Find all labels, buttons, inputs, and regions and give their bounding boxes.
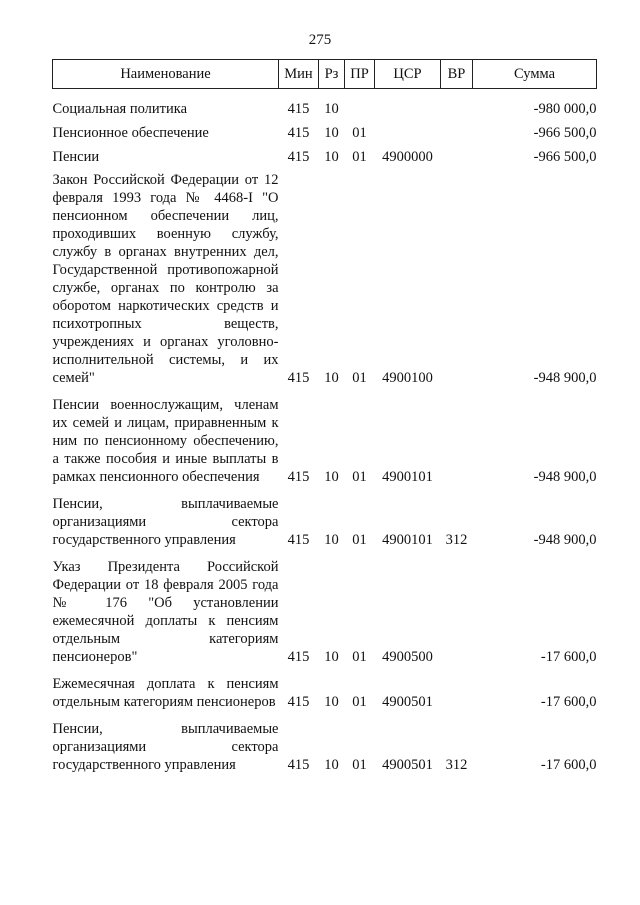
column-header-pr: ПР <box>345 60 375 89</box>
column-header-vr: ВР <box>441 60 473 89</box>
table-row <box>53 720 597 774</box>
row-min: 415 <box>287 370 310 386</box>
row-vr <box>441 558 473 666</box>
row-rz: 10 <box>324 469 339 485</box>
row-csr: 4900101 <box>382 469 433 485</box>
row-csr: 4900101 <box>382 532 433 548</box>
table-row <box>53 118 597 142</box>
row-name: Указ Президента Российской Федерации от 18 февраля 2005 года № 176 "Об установлении ежемесячной доплаты к пенсиям отдельным категориям пенсионеров" <box>52 559 279 665</box>
row-sum: -966 500,0 <box>533 149 597 165</box>
row-vr <box>441 675 473 711</box>
budget-table <box>52 59 597 774</box>
row-vr <box>441 94 473 118</box>
row-name: Пенсии <box>52 149 100 165</box>
row-rz: 10 <box>324 370 339 386</box>
row-csr: 4900000 <box>382 149 433 165</box>
table-row <box>53 396 597 486</box>
row-pr: 01 <box>352 649 367 665</box>
table-row <box>53 171 597 387</box>
row-pr: 01 <box>352 757 367 773</box>
row-vr <box>441 142 473 166</box>
table-row <box>53 558 597 666</box>
row-min: 415 <box>287 469 310 485</box>
row-min: 415 <box>287 149 310 165</box>
row-name: Пенсии военнослужащим, членам их семей и лицам, приравненным к ним по пенсионному обеспечению, а также пособия и иные выплаты в рамках пенсионного обеспечения <box>52 397 279 485</box>
row-vr: 312 <box>445 757 468 773</box>
row-rz: 10 <box>324 125 339 141</box>
row-min: 415 <box>287 532 310 548</box>
page-number: 275 <box>308 32 332 48</box>
row-rz: 10 <box>324 101 339 117</box>
row-sum: -17 600,0 <box>540 649 597 665</box>
row-name: Пенсионное обеспечение <box>52 125 209 141</box>
row-rz: 10 <box>324 694 339 710</box>
row-sum: -948 900,0 <box>533 469 597 485</box>
row-csr <box>375 118 441 142</box>
row-sum: -948 900,0 <box>533 532 597 548</box>
row-rz: 10 <box>324 757 339 773</box>
row-csr: 4900501 <box>382 757 433 773</box>
row-pr: 01 <box>352 370 367 386</box>
row-min: 415 <box>287 101 310 117</box>
row-min: 415 <box>287 649 310 665</box>
row-name: Пенсии, выплачиваемые организациями сектора государственного управления <box>52 721 279 773</box>
row-sum: -966 500,0 <box>533 125 597 141</box>
column-header-min: Мин <box>279 60 319 89</box>
table-row <box>53 495 597 549</box>
row-sum: -980 000,0 <box>533 101 597 117</box>
row-pr: 01 <box>352 125 367 141</box>
row-csr: 4900500 <box>382 649 433 665</box>
row-name: Пенсии, выплачиваемые организациями сектора государственного управления <box>52 496 279 548</box>
row-pr: 01 <box>352 149 367 165</box>
row-min: 415 <box>287 757 310 773</box>
row-csr: 4900100 <box>382 370 433 386</box>
table-row <box>53 675 597 711</box>
row-min: 415 <box>287 125 310 141</box>
row-name: Закон Российской Федерации от 12 февраля 1993 года № 4468-I "О пенсионном обеспечении лиц, проходивших военную службу, службу в органах внутренних дел, Государственной противопожарной службе, органах по контролю за оборотом наркотических средств и психотропных веществ, учреждениях и органах уголовно-исполнительной системы, и их семей" <box>52 172 279 386</box>
column-header-name: Наименование <box>53 60 279 89</box>
column-header-csr: ЦСР <box>375 60 441 89</box>
row-rz: 10 <box>324 649 339 665</box>
row-pr: 01 <box>352 469 367 485</box>
row-pr: 01 <box>352 532 367 548</box>
row-pr: 01 <box>352 694 367 710</box>
row-vr <box>441 118 473 142</box>
row-name: Социальная политика <box>52 101 188 117</box>
row-vr <box>441 171 473 387</box>
row-csr <box>375 94 441 118</box>
table-header-row <box>53 60 597 89</box>
table-row <box>53 94 597 118</box>
column-header-sum: Сумма <box>473 60 597 89</box>
row-sum: -948 900,0 <box>533 370 597 386</box>
table-row <box>53 142 597 166</box>
row-min: 415 <box>287 694 310 710</box>
row-sum: -17 600,0 <box>540 757 597 773</box>
row-rz: 10 <box>324 532 339 548</box>
row-name: Ежемесячная доплата к пенсиям отдельным категориям пенсионеров <box>52 676 279 710</box>
row-csr: 4900501 <box>382 694 433 710</box>
row-vr: 312 <box>445 532 468 548</box>
row-vr <box>441 396 473 486</box>
row-rz: 10 <box>324 149 339 165</box>
column-header-rz: Рз <box>319 60 345 89</box>
row-sum: -17 600,0 <box>540 694 597 710</box>
row-pr <box>345 94 375 118</box>
